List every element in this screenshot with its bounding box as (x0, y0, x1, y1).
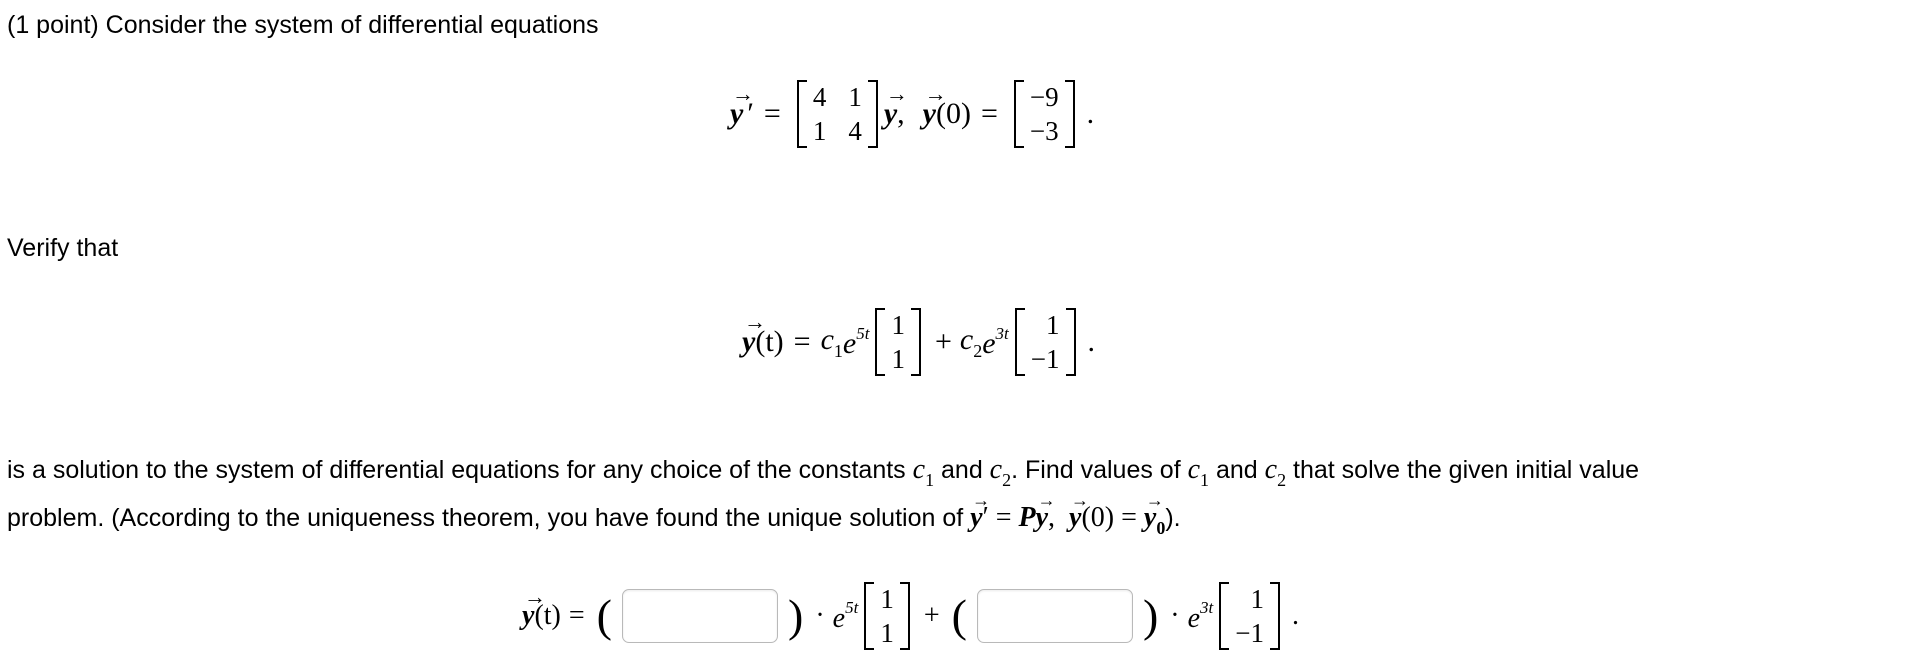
c2-answer-input[interactable] (977, 589, 1133, 643)
exp-term: $e^{3t}$ (1187, 597, 1214, 634)
vector-cell: −9 (1029, 82, 1059, 112)
equals-sign: = (980, 97, 998, 130)
y-vector: → y (742, 309, 766, 358)
t-argument: (t) (534, 600, 561, 631)
exp-term: $e^{3t}$ (982, 323, 1009, 360)
equals-sign: = (763, 97, 781, 130)
left-paren: ( (596, 590, 612, 641)
inline-ode: → y′ = P → y, → y(0) = → $y_0$ (970, 490, 1166, 538)
plus-sign: + (923, 600, 940, 631)
problem-intro: (1 point) Consider the system of differential equations (7, 11, 599, 39)
right-paren: ) (788, 590, 804, 641)
eigenvector-1 (864, 582, 910, 650)
right-paren: ) (1142, 590, 1159, 641)
matrix-cell: 1 (848, 82, 862, 112)
initial-vector (1014, 80, 1075, 148)
vector-cell: 1 (880, 584, 894, 614)
instruction-line-1: is a solution to the system of differential equations for any choice of the constants $c_1$ and $c_2$. Find values of $c_1$ and $c_2$ that solve the given initial value (7, 454, 1640, 490)
exp-term: $e^{5t}$ (832, 597, 859, 634)
eigenvector-2 (1015, 308, 1076, 376)
vector-cell: 1 (1250, 584, 1265, 614)
vector-cell: 1 (880, 618, 894, 648)
instruction-line-2: problem. (According to the uniqueness theorem, you have found the unique solution of → y′ = P → y, → y(0) = → $y_0$). (7, 490, 1181, 538)
y-vector: → y (922, 81, 947, 130)
t-argument: (t) (755, 325, 784, 358)
matrix-cell: 1 (812, 116, 827, 146)
vector-cell: −1 (1030, 344, 1060, 374)
period: . (1086, 97, 1095, 130)
eigenvector-2 (1219, 582, 1280, 650)
vector-cell: −1 (1235, 618, 1265, 648)
equals-sign: = (568, 600, 585, 631)
eigenvector-1 (875, 308, 921, 376)
c2-symbol: $c_2$ (1264, 454, 1287, 490)
cdot: · (1170, 600, 1180, 631)
y-vector: → y (730, 81, 754, 130)
general-solution (742, 292, 1095, 392)
system-equation (730, 64, 1094, 164)
y-vector: → y (883, 81, 908, 130)
matrix-cell: 4 (848, 116, 862, 146)
c2-constant: $c_2$ (959, 322, 983, 361)
vector-cell: −3 (1029, 116, 1059, 146)
left-paren: ( (951, 590, 967, 641)
exp-term: $e^{5t}$ (842, 323, 870, 360)
c1-answer-input[interactable] (622, 589, 778, 643)
plus-sign: + (934, 325, 952, 358)
answer-equation (522, 566, 1299, 666)
zero-argument: (0) (935, 97, 971, 130)
matrix-cell: 4 (812, 82, 827, 112)
vector-cell: 1 (891, 344, 905, 374)
equals-sign: = (793, 325, 811, 358)
c1-symbol: $c_1$ (1187, 454, 1210, 490)
period: . (1087, 325, 1096, 358)
verify-label: Verify that (7, 234, 119, 262)
c1-symbol: $c_1$ (912, 454, 935, 490)
coefficient-matrix (797, 80, 878, 148)
comma: , (897, 97, 905, 130)
c2-symbol: $c_2$ (989, 454, 1012, 490)
y-vector: → y (522, 584, 546, 631)
period: . (1292, 600, 1300, 631)
vector-cell: 1 (1046, 310, 1060, 340)
cdot: · (815, 600, 825, 631)
vector-cell: 1 (891, 310, 905, 340)
prime-symbol: ′ (747, 97, 754, 130)
c1-constant: $c_1$ (820, 322, 843, 361)
